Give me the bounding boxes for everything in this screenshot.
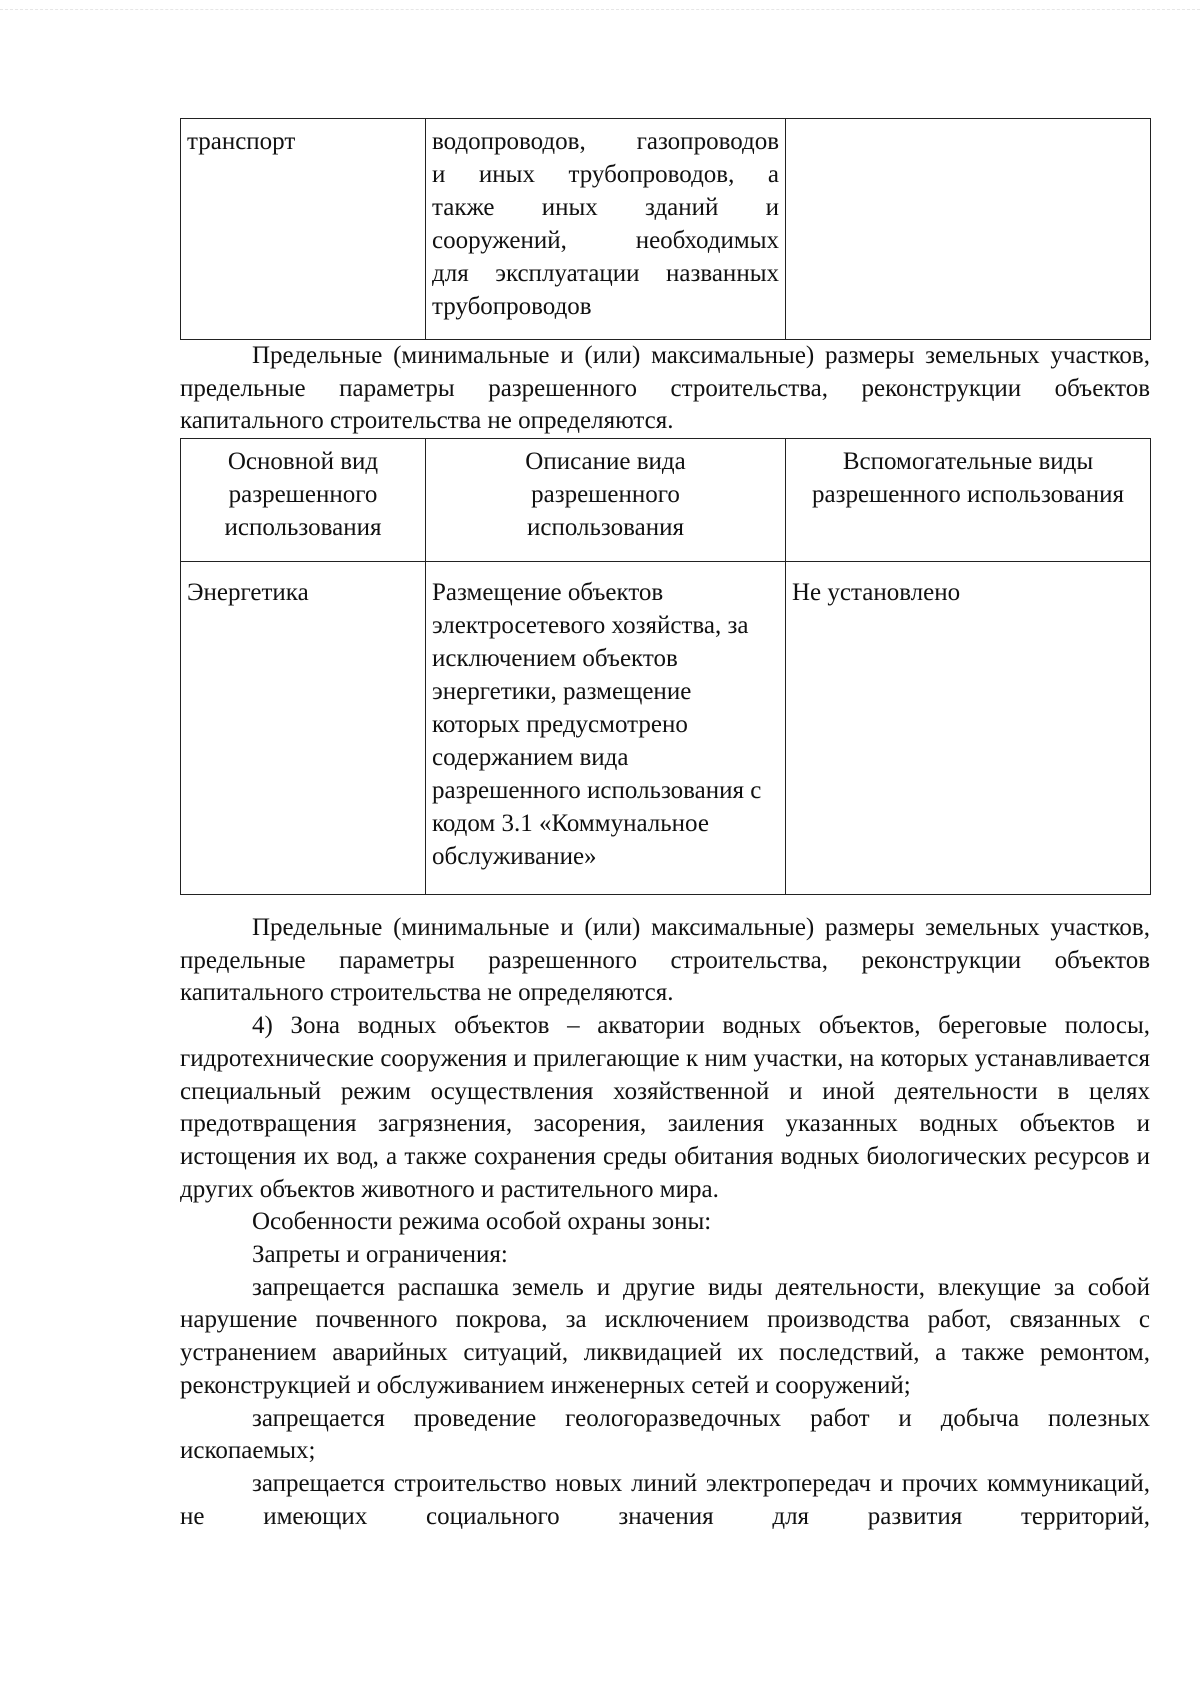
table-permitted-use — [180, 438, 1151, 895]
cell-type: транспорт — [181, 119, 426, 340]
table-continuation — [180, 118, 1151, 340]
header-auxiliary-use: Вспомогательные виды разрешенного использования — [786, 439, 1151, 562]
header-main-use: Основной вид разрешенного использования — [181, 439, 426, 562]
desc-line: сооружений, необходимых — [432, 227, 779, 254]
paragraph-water-zone: 4) Зона водных объектов – акватории водных объектов, береговые полосы, гидротехнические сооружения и прилегающие к ним участки, на которых устанавливается специальный режим осуществления хозяйственной и иной деятельности в целях предотвращения загрязнения, засорения, заиления указанных водных объектов и истощения их вод, а также сохранения среды обитания водных биологических ресурсов и других объектов животного и растительного мира. — [180, 1012, 1150, 1203]
text-block-1 — [180, 340, 1150, 438]
cell-auxiliary-use: Не установлено — [786, 562, 1151, 895]
cell-main-use: Энергетика — [181, 562, 426, 895]
scan-edge-line — [0, 9, 1200, 10]
desc-line: трубопроводов — [432, 293, 592, 320]
table-row — [181, 562, 1151, 895]
paragraph-limits-1: Предельные (минимальные и (или) максимальные) размеры земельных участков, предельные параметры разрешенного строительства, реконструкции объектов капитального строительства не определяются. — [180, 342, 1150, 435]
paragraph-regime-heading: Особенности режима особой охраны зоны: — [252, 1208, 712, 1236]
cell-description — [426, 119, 786, 340]
paragraph-restriction-ploughing: запрещается распашка земель и другие виды деятельности, влекущие за собой нарушение почвенного покрова, за исключением производства работ, связанных с устранением аварийных ситуаций, ликвидацией их последствий, а также ремонтом, реконструкцией и обслуживанием инженерных сетей и сооружений; — [180, 1273, 1150, 1399]
header-description: Описание вида разрешенного использования — [426, 439, 786, 562]
paragraph-restrictions-heading: Запреты и ограничения: — [252, 1241, 508, 1269]
table-header-row — [181, 439, 1151, 562]
desc-line: для эксплуатации названных — [432, 260, 779, 287]
table-row — [181, 119, 1151, 340]
paragraph-restriction-construction: запрещается строительство новых линий электропередач и прочих коммуникаций, не имеющих социального значения для развития территорий, — [180, 1469, 1150, 1530]
text-block-2 — [180, 912, 1150, 1533]
cell-description: Размещение объектов электросетевого хозяйства, за исключением объектов энергетики, размещение которых предусмотрено содержанием вида разрешенного использования с кодом 3.1 «Коммунальное обслуживание» — [426, 562, 786, 895]
desc-line: и иных трубопроводов, а — [432, 161, 779, 188]
paragraph-limits-2: Предельные (минимальные и (или) максимальные) размеры земельных участков, предельные параметры разрешенного строительства, реконструкции объектов капитального строительства не определяются. — [180, 914, 1150, 1007]
desc-line: водопроводов, газопроводов — [432, 128, 779, 155]
paragraph-restriction-mining: запрещается проведение геологоразведочных работ и добыча полезных ископаемых; — [180, 1404, 1150, 1465]
cell-auxiliary — [786, 119, 1151, 340]
desc-line: также иных зданий и — [432, 194, 779, 221]
